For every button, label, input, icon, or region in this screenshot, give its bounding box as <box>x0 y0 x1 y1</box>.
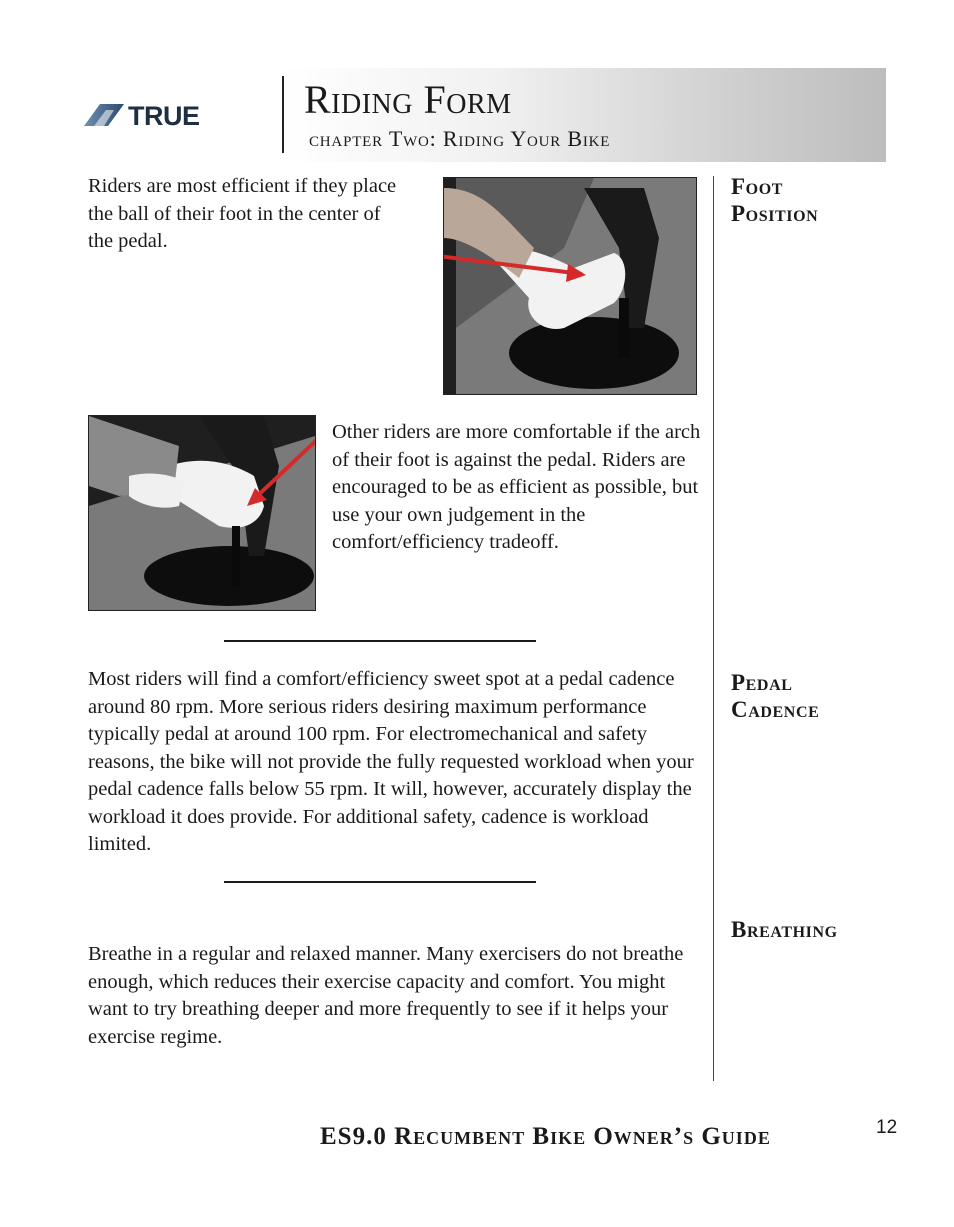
sidebar-divider <box>713 176 714 1081</box>
section-label-line: Foot <box>731 174 784 199</box>
svg-text:TRUE: TRUE <box>128 102 200 128</box>
guide-title: ES9.0 Recumbent Bike Owner’s Guide <box>320 1123 771 1150</box>
section-divider <box>224 881 536 883</box>
foot-position-paragraph-arch: Other riders are more comfortable if the arch of their foot is against the pedal. Riders are encouraged to be as efficient as possible, but use your own judgement in the comfort/efficiency tradeoff. <box>332 421 701 553</box>
brand-logo <box>84 102 254 128</box>
foot-on-pedal-photo-icon <box>444 178 696 394</box>
header-divider <box>282 76 284 153</box>
breathing-paragraph: Breathe in a regular and relaxed manner. Many exercisers do not breathe enough, which reduces their exercise capacity and comfort. You might want to try breathing deeper and more frequently to see if it helps your exercise regime. <box>88 943 684 1048</box>
page-title: Riding Form <box>304 77 512 122</box>
photo-arch-of-foot <box>88 415 316 611</box>
section-label-line: Cadence <box>731 697 820 722</box>
section-label-pedal-cadence <box>731 669 881 723</box>
section-divider <box>224 640 536 642</box>
arch-on-pedal-photo-icon <box>89 416 315 610</box>
section-label-line: Position <box>731 201 819 226</box>
section-label-foot-position <box>731 173 881 227</box>
pedal-cadence-paragraph: Most riders will find a comfort/efficiency sweet spot at a pedal cadence around 80 rpm. More serious riders desiring maximum performance typically pedal at around 100 rpm. For electromechanical and safety reasons, the bike will not provide the fully requested workload when your pedal cadence falls below 55 rpm. It will, however, accurately display the workload it does provide. For additional safety, cadence is workload limited. <box>88 668 694 855</box>
photo-ball-of-foot <box>443 177 697 395</box>
section-label-breathing: Breathing <box>731 917 838 942</box>
foot-position-paragraph-ball: Riders are most efficient if they place the ball of their foot in the center of the pedal. <box>88 175 397 252</box>
section-label-line: Pedal <box>731 670 793 695</box>
page-number: 12 <box>876 1117 898 1138</box>
true-logo-icon <box>84 102 254 128</box>
chapter-subtitle: chapter Two: Riding Your Bike <box>309 126 611 151</box>
